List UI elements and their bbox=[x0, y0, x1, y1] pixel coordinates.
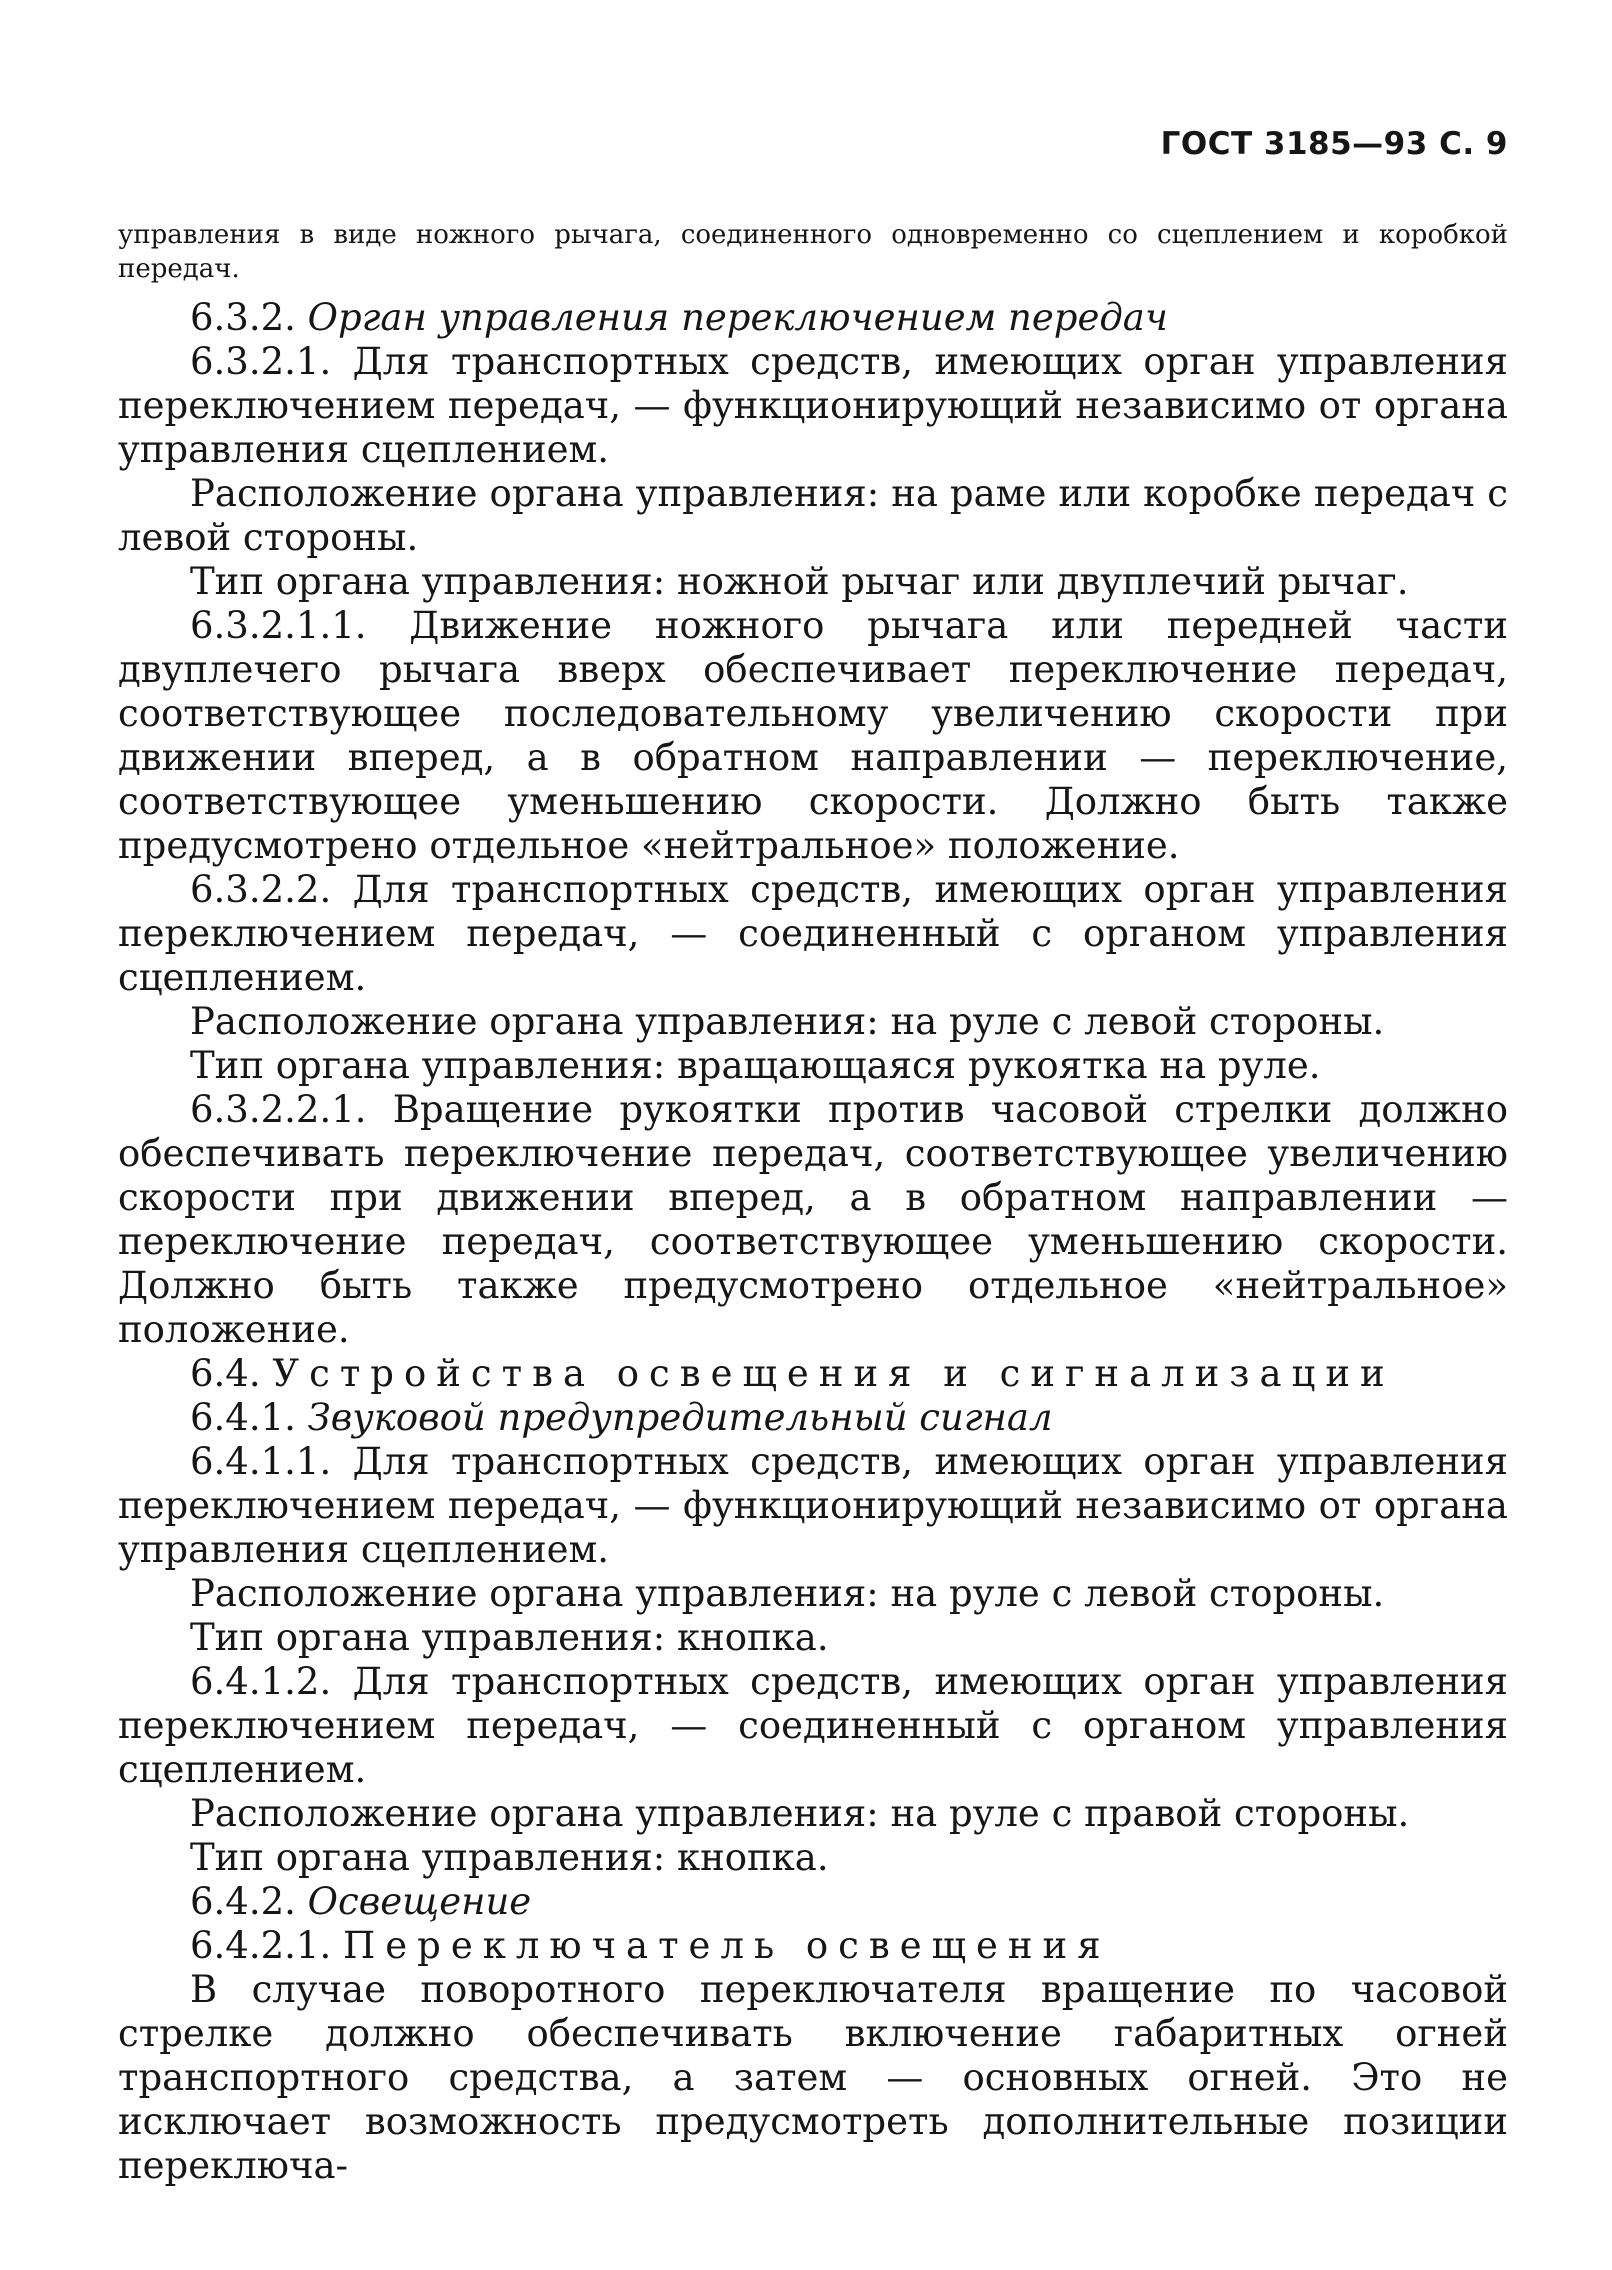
section-number: 6.4.1. bbox=[190, 1396, 296, 1439]
paragraph: 6.4.1.2. Для транспортных средств, имеющих орган управления переключением передач, — соединенный с органом управления сцеплением. bbox=[118, 1660, 1508, 1791]
page-header: ГОСТ 3185—93 С. 9 bbox=[1160, 126, 1508, 162]
paragraph: Расположение органа управления: на раме или коробке передач с левой стороны. bbox=[118, 472, 1508, 559]
paragraph: 6.3.2.1. Для транспортных средств, имеющих орган управления переключением передач, — функционирующий независимо от органа управления сцеплением. bbox=[118, 340, 1508, 471]
section-6-3-2-heading bbox=[118, 296, 1508, 340]
paragraph: Тип органа управления: кнопка. bbox=[190, 1836, 829, 1879]
paragraph: В случае поворотного переключателя вращение по часовой стрелке должно обеспечивать включение габаритных огней транспортного средства, а затем — основных огней. Это не исключает возможность предусмотреть дополнительные позиции переключа- bbox=[118, 1968, 1508, 2187]
paragraph: Тип органа управления: ножной рычаг или двуплечий рычаг. bbox=[190, 560, 1409, 603]
paragraph: Расположение органа управления: на руле с левой стороны. bbox=[190, 1572, 1385, 1615]
document-page bbox=[118, 126, 1508, 2188]
section-number: 6.4.2.1. bbox=[190, 1924, 332, 1967]
paragraph: 6.4.1.1. Для транспортных средств, имеющих орган управления переключением передач, — функционирующий независимо от органа управления сцеплением. bbox=[118, 1440, 1508, 1571]
section-number: 6.3.2. bbox=[190, 296, 296, 339]
paragraph: Тип органа управления: вращающаяся рукоятка на руле. bbox=[190, 1044, 1321, 1087]
section-title: Устройства освещения и сигнализации bbox=[272, 1352, 1395, 1395]
paragraph: Расположение органа управления: на руле с левой стороны. bbox=[190, 1000, 1385, 1043]
section-6-4-1-heading bbox=[118, 1396, 1508, 1440]
section-number: 6.4.2. bbox=[190, 1880, 296, 1923]
section-title: Орган управления переключением передач bbox=[307, 296, 1168, 339]
section-title: Переключатель освещения bbox=[342, 1924, 1111, 1967]
paragraph: Тип органа управления: кнопка. bbox=[190, 1616, 829, 1659]
section-6-4-heading bbox=[118, 1352, 1508, 1396]
section-title: Освещение bbox=[307, 1880, 532, 1923]
intro-paragraph: управления в виде ножного рычага, соединенного одновременно со сцеплением и коробкой передач. bbox=[118, 220, 1508, 284]
paragraph: 6.3.2.2.1. Вращение рукоятки против часовой стрелки должно обеспечивать переключение передач, соответствующее увеличению скорости при движении вперед, а в обратном направлении — переключение передач, соответствующее уменьшению скорости. Должно быть также предусмотрено отдельное «нейтральное» положение. bbox=[118, 1088, 1508, 1351]
section-6-4-2-1-heading bbox=[118, 1924, 1508, 1968]
section-6-4-2-heading bbox=[118, 1880, 1508, 1924]
paragraph: 6.3.2.2. Для транспортных средств, имеющих орган управления переключением передач, — соединенный с органом управления сцеплением. bbox=[118, 868, 1508, 999]
paragraph: 6.3.2.1.1. Движение ножного рычага или передней части двуплечего рычага вверх обеспечивает переключение передач, соответствующее последовательному увеличению скорости при движении вперед, а в обратном направлении — переключение, соответствующее уменьшению скорости. Должно быть также предусмотрено отдельное «нейтральное» положение. bbox=[118, 604, 1508, 867]
section-number: 6.4. bbox=[190, 1352, 261, 1395]
section-title: Звуковой предупредительный сигнал bbox=[307, 1396, 1053, 1439]
paragraph: Расположение органа управления: на руле с правой стороны. bbox=[190, 1792, 1410, 1835]
